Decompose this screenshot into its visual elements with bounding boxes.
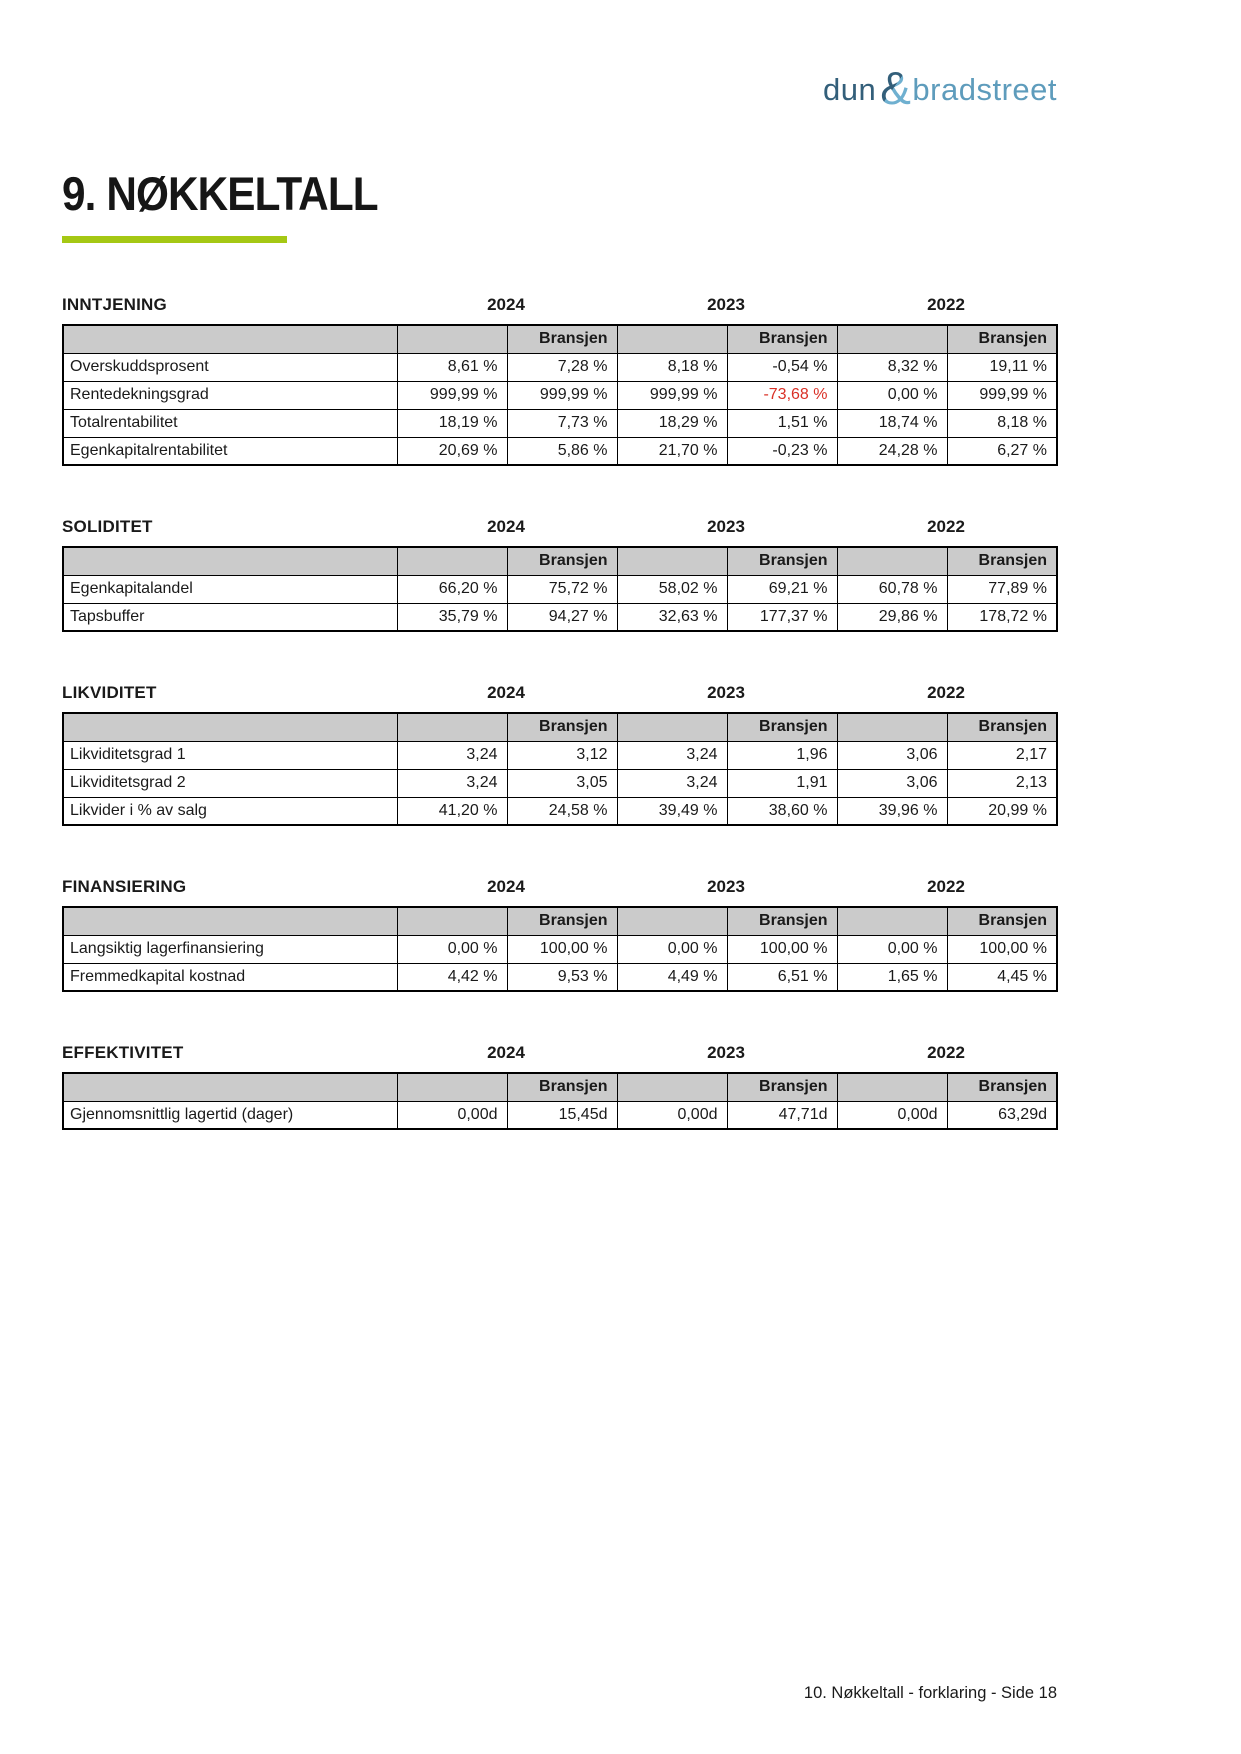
metric-value-cell: 100,00 % <box>727 935 837 963</box>
metric-value-cell: 6,51 % <box>727 963 837 991</box>
section-soliditet <box>62 517 1057 632</box>
header-value-cell <box>617 325 727 353</box>
year-label: 2023 <box>707 517 745 536</box>
header-value-cell <box>837 325 947 353</box>
metric-value-cell: 0,00 % <box>617 935 727 963</box>
table-body <box>63 575 1057 631</box>
metric-value-cell: 18,29 % <box>617 409 727 437</box>
bransjen-header-cell: Bransjen <box>727 713 837 741</box>
year-label: 2024 <box>487 517 525 536</box>
bransjen-header-cell: Bransjen <box>727 547 837 575</box>
metric-value-cell: 20,69 % <box>397 437 507 465</box>
metric-value-cell: 0,00 % <box>837 381 947 409</box>
section-title: INNTJENING <box>62 295 167 314</box>
metric-value-cell: 7,73 % <box>507 409 617 437</box>
metric-value-cell: 1,91 <box>727 769 837 797</box>
bransjen-header-cell: Bransjen <box>947 713 1057 741</box>
metric-row <box>63 353 1057 381</box>
metric-value-cell: 39,49 % <box>617 797 727 825</box>
metric-value-cell: -0,54 % <box>727 353 837 381</box>
header-value-cell <box>837 907 947 935</box>
metrics-table <box>62 546 1058 632</box>
table-body <box>63 741 1057 825</box>
metric-row <box>63 1101 1057 1129</box>
metric-value-cell: 0,00 % <box>837 935 947 963</box>
metric-value-cell: 24,58 % <box>507 797 617 825</box>
metric-value-cell: 35,79 % <box>397 603 507 631</box>
metric-value-cell: 39,96 % <box>837 797 947 825</box>
metric-value-cell: 77,89 % <box>947 575 1057 603</box>
section-title: EFFEKTIVITET <box>62 1043 184 1062</box>
table-body <box>63 1101 1057 1129</box>
metric-value-cell: 999,99 % <box>507 381 617 409</box>
metric-value-cell: 60,78 % <box>837 575 947 603</box>
bransjen-header-cell: Bransjen <box>947 1073 1057 1101</box>
metric-value-cell: 21,70 % <box>617 437 727 465</box>
metric-value-cell: 9,53 % <box>507 963 617 991</box>
table-body <box>63 935 1057 991</box>
metric-row <box>63 769 1057 797</box>
metric-value-cell: 3,05 <box>507 769 617 797</box>
metric-value-cell: 5,86 % <box>507 437 617 465</box>
metric-value-cell: 3,12 <box>507 741 617 769</box>
metric-label-cell: Egenkapitalrentabilitet <box>63 437 397 465</box>
header-value-cell <box>397 907 507 935</box>
logo-text-bradstreet: bradstreet <box>912 72 1057 108</box>
metric-value-cell: 2,13 <box>947 769 1057 797</box>
year-label: 2022 <box>927 1043 965 1062</box>
section-heading-row <box>62 683 1058 703</box>
metric-value-cell: 3,24 <box>617 769 727 797</box>
year-label: 2024 <box>487 877 525 896</box>
bransjen-header-cell: Bransjen <box>507 547 617 575</box>
metric-value-cell: 8,18 % <box>947 409 1057 437</box>
metric-value-cell: 66,20 % <box>397 575 507 603</box>
title-accent-bar <box>62 236 287 243</box>
metric-label-cell: Tapsbuffer <box>63 603 397 631</box>
bransjen-header-cell: Bransjen <box>507 907 617 935</box>
year-label: 2023 <box>707 877 745 896</box>
logo-text-dun: dun <box>823 72 877 108</box>
bransjen-header-cell: Bransjen <box>507 325 617 353</box>
section-heading-row <box>62 517 1058 537</box>
metric-value-cell: 178,72 % <box>947 603 1057 631</box>
metric-value-cell: 69,21 % <box>727 575 837 603</box>
section-likviditet <box>62 683 1057 826</box>
metric-value-cell: 20,99 % <box>947 797 1057 825</box>
metric-value-cell: 32,63 % <box>617 603 727 631</box>
metric-value-cell: 100,00 % <box>947 935 1057 963</box>
section-title: LIKVIDITET <box>62 683 157 702</box>
metric-row <box>63 603 1057 631</box>
metric-value-cell: 0,00d <box>397 1101 507 1129</box>
metric-label-cell: Overskuddsprosent <box>63 353 397 381</box>
metric-row <box>63 963 1057 991</box>
table-body <box>63 353 1057 465</box>
metric-row <box>63 935 1057 963</box>
metric-row <box>63 437 1057 465</box>
metric-row <box>63 741 1057 769</box>
header-label-cell <box>63 1073 397 1101</box>
table-head <box>63 325 1057 353</box>
metric-value-cell: 1,65 % <box>837 963 947 991</box>
metric-value-cell: 18,74 % <box>837 409 947 437</box>
year-label: 2022 <box>927 295 965 314</box>
metric-value-cell: 3,06 <box>837 769 947 797</box>
metric-value-cell: 999,99 % <box>617 381 727 409</box>
metric-label-cell: Likvider i % av salg <box>63 797 397 825</box>
metric-value-cell: 6,27 % <box>947 437 1057 465</box>
section-heading-row <box>62 295 1058 315</box>
table-head <box>63 547 1057 575</box>
bransjen-header-cell: Bransjen <box>727 1073 837 1101</box>
metric-label-cell: Egenkapitalandel <box>63 575 397 603</box>
year-label: 2024 <box>487 1043 525 1062</box>
metric-value-cell: 58,02 % <box>617 575 727 603</box>
metric-label-cell: Totalrentabilitet <box>63 409 397 437</box>
header-value-cell <box>397 1073 507 1101</box>
metric-value-cell: 0,00d <box>837 1101 947 1129</box>
metric-row <box>63 575 1057 603</box>
metric-value-cell: 0,00 % <box>397 935 507 963</box>
header-value-cell <box>617 713 727 741</box>
table-head <box>63 1073 1057 1101</box>
table-header-row <box>63 713 1057 741</box>
dun-bradstreet-logo <box>823 62 1057 114</box>
year-label: 2024 <box>487 683 525 702</box>
header-value-cell <box>397 325 507 353</box>
header-value-cell <box>617 907 727 935</box>
metric-value-cell: 47,71d <box>727 1101 837 1129</box>
metric-value-cell: 41,20 % <box>397 797 507 825</box>
metric-value-cell: -73,68 % <box>727 381 837 409</box>
table-header-row <box>63 325 1057 353</box>
metric-label-cell: Rentedekningsgrad <box>63 381 397 409</box>
section-heading-row <box>62 877 1058 897</box>
header-label-cell <box>63 907 397 935</box>
metric-value-cell: 24,28 % <box>837 437 947 465</box>
header-label-cell <box>63 713 397 741</box>
metric-value-cell: 177,37 % <box>727 603 837 631</box>
bransjen-header-cell: Bransjen <box>947 325 1057 353</box>
metric-value-cell: 2,17 <box>947 741 1057 769</box>
metric-row <box>63 381 1057 409</box>
metric-value-cell: 18,19 % <box>397 409 507 437</box>
metrics-table <box>62 1072 1058 1130</box>
header-value-cell <box>837 713 947 741</box>
metric-value-cell: 15,45d <box>507 1101 617 1129</box>
header-value-cell <box>617 1073 727 1101</box>
metric-value-cell: 19,11 % <box>947 353 1057 381</box>
metric-value-cell: 1,96 <box>727 741 837 769</box>
metric-row <box>63 797 1057 825</box>
header-value-cell <box>397 713 507 741</box>
year-label: 2022 <box>927 517 965 536</box>
title-block <box>62 167 378 243</box>
metric-value-cell: 3,06 <box>837 741 947 769</box>
metric-value-cell: -0,23 % <box>727 437 837 465</box>
year-label: 2024 <box>487 295 525 314</box>
metric-value-cell: 3,24 <box>397 741 507 769</box>
metric-value-cell: 4,49 % <box>617 963 727 991</box>
bransjen-header-cell: Bransjen <box>947 907 1057 935</box>
metric-value-cell: 8,61 % <box>397 353 507 381</box>
table-head <box>63 713 1057 741</box>
metrics-table <box>62 712 1058 826</box>
page-title: 9. NØKKELTALL <box>62 167 378 220</box>
metric-value-cell: 3,24 <box>617 741 727 769</box>
bransjen-header-cell: Bransjen <box>727 325 837 353</box>
header-value-cell <box>837 547 947 575</box>
table-header-row <box>63 907 1057 935</box>
metric-value-cell: 100,00 % <box>507 935 617 963</box>
logo-ampersand-icon: & <box>880 62 912 114</box>
section-effektivitet <box>62 1043 1057 1130</box>
year-label: 2022 <box>927 683 965 702</box>
metrics-table <box>62 324 1058 466</box>
header-label-cell <box>63 547 397 575</box>
year-label: 2023 <box>707 683 745 702</box>
table-header-row <box>63 1073 1057 1101</box>
metrics-table <box>62 906 1058 992</box>
metric-value-cell: 29,86 % <box>837 603 947 631</box>
metric-row <box>63 409 1057 437</box>
sections <box>62 295 1057 1130</box>
year-label: 2023 <box>707 295 745 314</box>
metric-value-cell: 8,32 % <box>837 353 947 381</box>
metric-value-cell: 38,60 % <box>727 797 837 825</box>
metric-label-cell: Fremmedkapital kostnad <box>63 963 397 991</box>
bransjen-header-cell: Bransjen <box>507 713 617 741</box>
metric-value-cell: 1,51 % <box>727 409 837 437</box>
header-value-cell <box>617 547 727 575</box>
metric-label-cell: Langsiktig lagerfinansiering <box>63 935 397 963</box>
metric-label-cell: Likviditetsgrad 1 <box>63 741 397 769</box>
metric-label-cell: Gjennomsnittlig lagertid (dager) <box>63 1101 397 1129</box>
section-heading-row <box>62 1043 1058 1063</box>
header-value-cell <box>397 547 507 575</box>
metric-value-cell: 3,24 <box>397 769 507 797</box>
header-label-cell <box>63 325 397 353</box>
metric-value-cell: 999,99 % <box>397 381 507 409</box>
section-title: SOLIDITET <box>62 517 153 536</box>
table-header-row <box>63 547 1057 575</box>
table-head <box>63 907 1057 935</box>
section-title: FINANSIERING <box>62 877 187 896</box>
metric-value-cell: 4,42 % <box>397 963 507 991</box>
section-inntjening <box>62 295 1057 466</box>
bransjen-header-cell: Bransjen <box>507 1073 617 1101</box>
metric-label-cell: Likviditetsgrad 2 <box>63 769 397 797</box>
metric-value-cell: 0,00d <box>617 1101 727 1129</box>
bransjen-header-cell: Bransjen <box>947 547 1057 575</box>
metric-value-cell: 63,29d <box>947 1101 1057 1129</box>
metric-value-cell: 8,18 % <box>617 353 727 381</box>
metric-value-cell: 75,72 % <box>507 575 617 603</box>
section-finansiering <box>62 877 1057 992</box>
metric-value-cell: 999,99 % <box>947 381 1057 409</box>
year-label: 2023 <box>707 1043 745 1062</box>
metric-value-cell: 4,45 % <box>947 963 1057 991</box>
header-value-cell <box>837 1073 947 1101</box>
year-label: 2022 <box>927 877 965 896</box>
metric-value-cell: 7,28 % <box>507 353 617 381</box>
page-footer: 10. Nøkkeltall - forklaring - Side 18 <box>803 1684 1057 1702</box>
bransjen-header-cell: Bransjen <box>727 907 837 935</box>
metric-value-cell: 94,27 % <box>507 603 617 631</box>
